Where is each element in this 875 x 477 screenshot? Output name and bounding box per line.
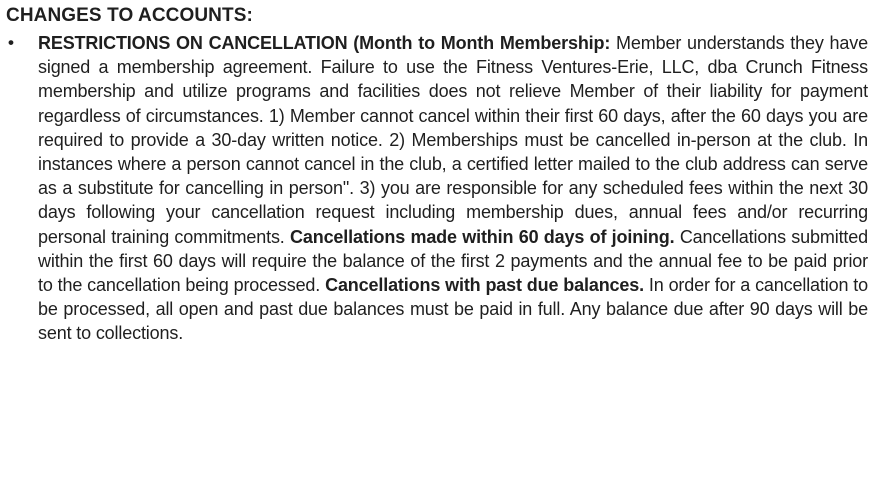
document-section (6, 4, 868, 346)
list-item (6, 31, 868, 346)
cancellation-restrictions-title: RESTRICTIONS ON CANCELLATION (Month to Month Membership: (38, 33, 611, 53)
section-heading: CHANGES TO ACCOUNTS: (6, 5, 253, 26)
early-cancellation-title: Cancellations made within 60 days of joining. (290, 226, 675, 247)
paragraph-text-3: In order for a cancellation to be processed, all open and past due balances must be paid in full. Any balance due after 90 days will be sent to collections. (38, 275, 868, 344)
paragraph-text-1: Member understands they have signed a membership agreement. Failure to use the Fitness Ventures-Erie, LLC, dba Crunch Fitness membership and utilize programs and facilities does not relieve Member of their liability for payment regardless of circumstances. 1) Member cannot cancel within their first 60 days, after the 60 days you are required to provide a 30-day written notice. 2) Memberships must be cancelled in-person at the club. In instances where a person cannot cancel in the club, a certified letter mailed to the club address can serve as a substitute for cancelling in person". 3) you are responsible for any scheduled fees within the next 30 days following your cancellation request including membership dues, annual fees and/or recurring personal training commitments. (38, 33, 868, 247)
cancellation-paragraph (38, 31, 868, 346)
paragraph-text-2: Cancellations submitted within the first 60 days will require the balance of the first 2 payments and the annual fee to be paid prior to the cancellation being processed. (38, 226, 868, 296)
bullet-marker: • (8, 33, 14, 52)
past-due-cancellation-title: Cancellations with past due balances. (325, 275, 644, 296)
